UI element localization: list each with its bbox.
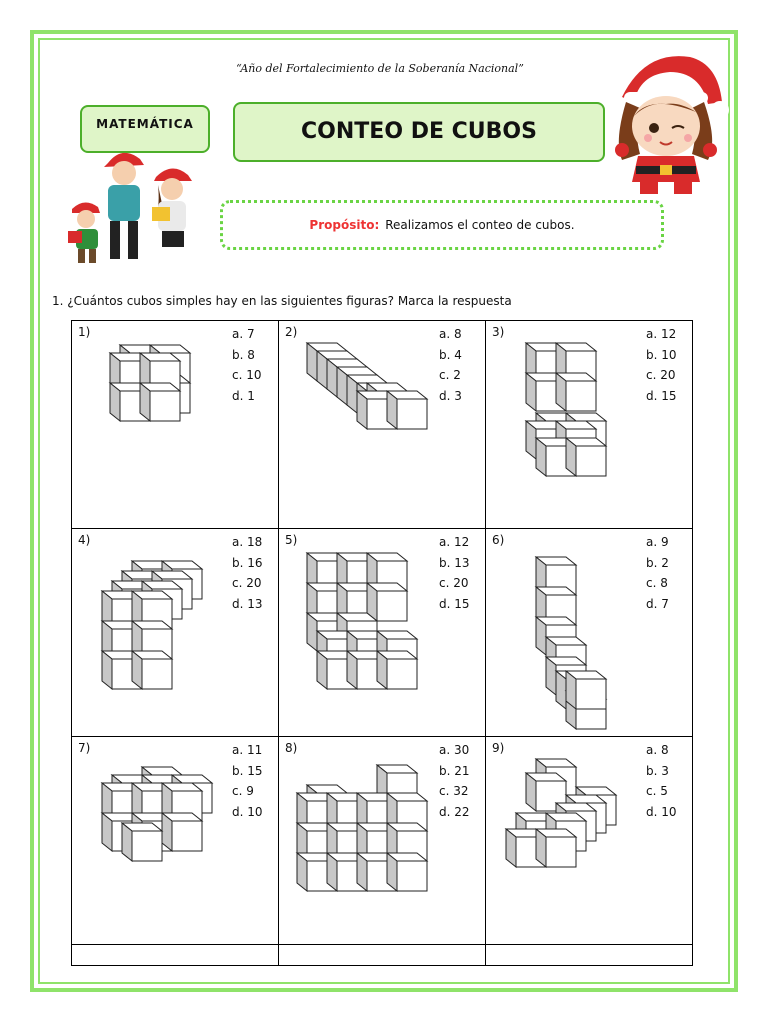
exercise-number: 2) bbox=[285, 325, 298, 339]
exercise-cell-9 bbox=[486, 737, 693, 945]
answer-options bbox=[439, 532, 470, 614]
answer-option[interactable]: b. 15 bbox=[232, 763, 263, 778]
family-illustration bbox=[64, 145, 204, 267]
purpose-text: Realizamos el conteo de cubos. bbox=[385, 218, 575, 232]
answer-option[interactable]: a. 8 bbox=[646, 743, 669, 757]
answer-option[interactable]: d. 15 bbox=[646, 388, 677, 403]
answer-option[interactable]: a. 12 bbox=[439, 535, 470, 549]
answer-options bbox=[646, 532, 669, 614]
answer-option[interactable]: b. 13 bbox=[439, 555, 470, 570]
answer-option[interactable]: d. 10 bbox=[232, 804, 263, 819]
cube bbox=[556, 373, 596, 411]
answer-option[interactable]: d. 1 bbox=[232, 388, 255, 403]
answer-option[interactable]: c. 5 bbox=[646, 784, 668, 798]
cube bbox=[566, 671, 606, 709]
cube bbox=[387, 853, 427, 891]
subject-label: MATEMÁTICA bbox=[80, 105, 210, 153]
exercise-number: 7) bbox=[78, 741, 91, 755]
answer-option[interactable]: a. 12 bbox=[646, 327, 677, 341]
empty-cell bbox=[279, 945, 486, 966]
answer-option[interactable]: d. 10 bbox=[646, 804, 677, 819]
santa-girl-illustration bbox=[600, 42, 730, 197]
empty-cell bbox=[72, 945, 279, 966]
answer-option[interactable]: a. 30 bbox=[439, 743, 470, 757]
answer-options bbox=[232, 324, 262, 406]
exercise-number: 4) bbox=[78, 533, 91, 547]
answer-option[interactable]: a. 11 bbox=[232, 743, 263, 757]
answer-option[interactable]: d. 15 bbox=[439, 596, 470, 611]
exercise-cell-6 bbox=[486, 529, 693, 737]
answer-option[interactable]: a. 8 bbox=[439, 327, 462, 341]
cube bbox=[377, 651, 417, 689]
answer-options bbox=[232, 532, 263, 614]
exercise-number: 8) bbox=[285, 741, 298, 755]
answer-option[interactable]: c. 9 bbox=[232, 784, 254, 798]
cube bbox=[367, 583, 407, 621]
answer-option[interactable]: d. 22 bbox=[439, 804, 470, 819]
answer-option[interactable]: b. 16 bbox=[232, 555, 263, 570]
answer-option[interactable]: b. 3 bbox=[646, 763, 669, 778]
exercise-cell-7 bbox=[72, 737, 279, 945]
answer-options bbox=[439, 740, 470, 822]
exercise-cell-4 bbox=[72, 529, 279, 737]
answer-option[interactable]: b. 10 bbox=[646, 347, 677, 362]
empty-cell bbox=[486, 945, 693, 966]
exercise-grid bbox=[71, 320, 693, 966]
answer-options bbox=[232, 740, 263, 822]
answer-option[interactable]: c. 8 bbox=[646, 576, 668, 590]
answer-option[interactable]: a. 7 bbox=[232, 327, 255, 341]
purpose-box bbox=[220, 200, 664, 250]
exercise-cell-2 bbox=[279, 321, 486, 529]
answer-options bbox=[646, 324, 677, 406]
answer-option[interactable]: b. 8 bbox=[232, 347, 255, 362]
answer-option[interactable]: c. 20 bbox=[232, 576, 262, 590]
question-text: 1. ¿Cuántos cubos simples hay en las siguientes figuras? Marca la respuesta bbox=[52, 294, 512, 308]
answer-option[interactable]: c. 20 bbox=[646, 368, 676, 382]
exercise-number: 1) bbox=[78, 325, 91, 339]
answer-option[interactable]: c. 20 bbox=[439, 576, 469, 590]
answer-option[interactable]: b. 21 bbox=[439, 763, 470, 778]
cube bbox=[140, 383, 180, 421]
answer-option[interactable]: c. 10 bbox=[232, 368, 262, 382]
answer-option[interactable]: d. 7 bbox=[646, 596, 669, 611]
cube bbox=[132, 651, 172, 689]
motto: “Año del Fortalecimiento de la Soberanía Nacional” bbox=[236, 62, 524, 75]
answer-option[interactable]: b. 2 bbox=[646, 555, 669, 570]
purpose-label: Propósito: bbox=[309, 218, 380, 232]
answer-option[interactable]: b. 4 bbox=[439, 347, 462, 362]
page-title: CONTEO DE CUBOS bbox=[233, 102, 605, 162]
answer-options bbox=[439, 324, 462, 406]
cube bbox=[122, 823, 162, 861]
answer-options bbox=[646, 740, 677, 822]
exercise-cell-3 bbox=[486, 321, 693, 529]
exercise-cell-5 bbox=[279, 529, 486, 737]
answer-option[interactable]: c. 2 bbox=[439, 368, 461, 382]
answer-option[interactable]: a. 18 bbox=[232, 535, 263, 549]
answer-option[interactable]: c. 32 bbox=[439, 784, 469, 798]
exercise-number: 9) bbox=[492, 741, 505, 755]
cube bbox=[387, 391, 427, 429]
cube bbox=[162, 813, 202, 851]
answer-option[interactable]: a. 9 bbox=[646, 535, 669, 549]
exercise-cell-1 bbox=[72, 321, 279, 529]
exercise-cell-8 bbox=[279, 737, 486, 945]
exercise-number: 3) bbox=[492, 325, 505, 339]
exercise-number: 6) bbox=[492, 533, 505, 547]
exercise-number: 5) bbox=[285, 533, 298, 547]
cube bbox=[536, 829, 576, 867]
answer-option[interactable]: d. 3 bbox=[439, 388, 462, 403]
answer-option[interactable]: d. 13 bbox=[232, 596, 263, 611]
cube bbox=[566, 438, 606, 476]
